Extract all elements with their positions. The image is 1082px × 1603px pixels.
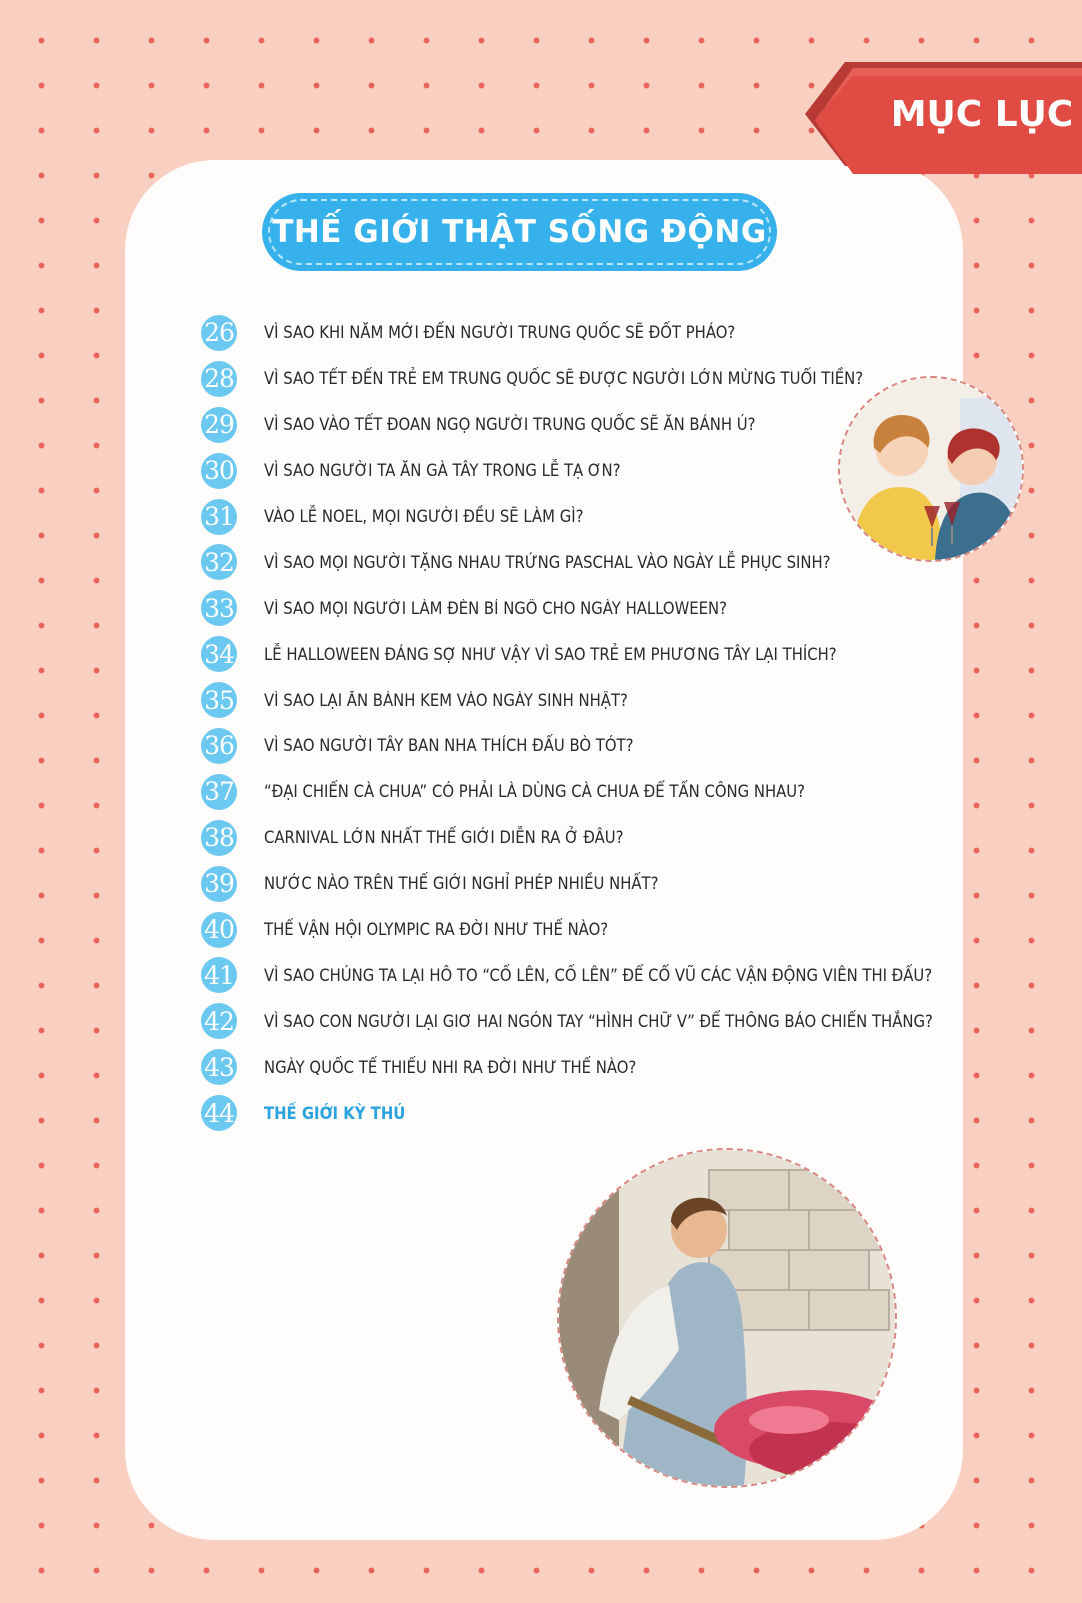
page-number-badge: 29 xyxy=(201,407,237,443)
toc-entry[interactable] xyxy=(201,723,921,769)
toc-entry-title: CARNIVAL LỚN NHẤT THẾ GIỚI DIỄN RA Ở ĐÂU? xyxy=(264,828,624,848)
toc-entry[interactable] xyxy=(201,448,921,494)
page-number-badge: 37 xyxy=(201,774,237,810)
toc-entry-next-section[interactable] xyxy=(201,1090,921,1136)
toc-entry[interactable] xyxy=(201,585,921,631)
toc-entry-title: VÌ SAO KHI NĂM MỚI ĐẾN NGƯỜI TRUNG QUỐC SẼ ĐỐT PHÁO? xyxy=(264,323,736,343)
page-number-badge: 34 xyxy=(201,636,237,672)
toc-entry-title: VÌ SAO VÀO TẾT ĐOAN NGỌ NGƯỜI TRUNG QUỐC SẼ ĂN BÁNH Ú? xyxy=(264,415,756,435)
toc-entry[interactable] xyxy=(201,861,921,907)
toc-entry[interactable] xyxy=(201,310,921,356)
toc-entry-title: VÌ SAO TẾT ĐẾN TRẺ EM TRUNG QUỐC SẼ ĐƯỢC NGƯỜI LỚN MỪNG TUỔI TIỀN? xyxy=(264,369,864,389)
toc-entry[interactable] xyxy=(201,907,921,953)
toc-entry-title: VÌ SAO CHÚNG TA LẠI HÔ TO “CỐ LÊN, CỐ LÊN” ĐỂ CỔ VŨ CÁC VẬN ĐỘNG VIÊN THI ĐẤU? xyxy=(264,965,933,985)
toc-tab xyxy=(805,62,1082,180)
toc-entry[interactable] xyxy=(201,769,921,815)
page-number-badge: 26 xyxy=(201,315,237,351)
toc-entry[interactable] xyxy=(201,494,921,540)
illustration-women-toasting xyxy=(838,376,1024,562)
page-number-badge: 40 xyxy=(201,912,237,948)
toc-entry-title: LỄ HALLOWEEN ĐÁNG SỢ NHƯ VẬY VÌ SAO TRẺ EM PHƯƠNG TÂY LẠI THÍCH? xyxy=(264,644,837,664)
page-number-badge: 35 xyxy=(201,682,237,718)
toc-entry-title: NƯỚC NÀO TRÊN THẾ GIỚI NGHỈ PHÉP NHIỀU NHẤT? xyxy=(264,874,659,894)
toc-entry[interactable] xyxy=(201,539,921,585)
page-number-badge: 31 xyxy=(201,499,237,535)
toc-entry-title: THẾ GIỚI KỲ THÚ xyxy=(264,1103,406,1123)
toc-entry[interactable] xyxy=(201,356,921,402)
toc-entry[interactable] xyxy=(201,402,921,448)
page-number-badge: 32 xyxy=(201,544,237,580)
page-number-badge: 41 xyxy=(201,957,237,993)
toc-entry[interactable] xyxy=(201,631,921,677)
toc-entry[interactable] xyxy=(201,677,921,723)
illustration-man-with-shovel xyxy=(557,1148,897,1488)
page-number-badge: 44 xyxy=(201,1095,237,1131)
page-number-badge: 42 xyxy=(201,1003,237,1039)
toc-entry-title: VÌ SAO LẠI ĂN BÁNH KEM VÀO NGÀY SINH NHẬT? xyxy=(264,690,628,710)
toc-entry-title: NGÀY QUỐC TẾ THIẾU NHI RA ĐỜI NHƯ THẾ NÀO? xyxy=(264,1057,637,1077)
tab-label: MỤC LỤC xyxy=(890,94,1074,135)
table-of-contents xyxy=(201,310,933,1136)
toc-entry-title: VÌ SAO MỌI NGƯỜI TẶNG NHAU TRỨNG PASCHAL VÀO NGÀY LỄ PHỤC SINH? xyxy=(264,552,831,572)
page-number-badge: 33 xyxy=(201,590,237,626)
page-number-badge: 30 xyxy=(201,453,237,489)
toc-entry-title: VÌ SAO CON NGƯỜI LẠI GIƠ HAI NGÓN TAY “HÌNH CHỮ V” ĐỂ THÔNG BÁO CHIẾN THẮNG? xyxy=(264,1011,933,1031)
toc-entry[interactable] xyxy=(201,952,933,998)
page-number-badge: 38 xyxy=(201,820,237,856)
section-title: THẾ GIỚI THẬT SỐNG ĐỘNG xyxy=(272,214,767,250)
toc-entry-title: VÌ SAO NGƯỜI TA ĂN GÀ TÂY TRONG LỄ TẠ ƠN? xyxy=(264,461,621,481)
toc-entry-title: THẾ VẬN HỘI OLYMPIC RA ĐỜI NHƯ THẾ NÀO? xyxy=(264,920,609,940)
page-number-badge: 39 xyxy=(201,866,237,902)
page-number-badge: 36 xyxy=(201,728,237,764)
toc-entry[interactable] xyxy=(201,998,933,1044)
toc-entry[interactable] xyxy=(201,1044,921,1090)
toc-entry-title: VÀO LỄ NOEL, MỌI NGƯỜI ĐỀU SẼ LÀM GÌ? xyxy=(264,507,584,526)
page-number-badge: 43 xyxy=(201,1049,237,1085)
section-title-pill xyxy=(262,193,777,271)
toc-entry-title: VÌ SAO NGƯỜI TÂY BAN NHA THÍCH ĐẤU BÒ TÓT? xyxy=(264,736,634,756)
toc-entry-title: “ĐẠI CHIẾN CÀ CHUA” CÓ PHẢI LÀ DÙNG CÀ CHUA ĐỂ TẤN CÔNG NHAU? xyxy=(264,782,806,802)
toc-entry-title: VÌ SAO MỌI NGƯỜI LÀM ĐÈN BÍ NGÔ CHO NGÀY HALLOWEEN? xyxy=(264,598,728,618)
toc-entry[interactable] xyxy=(201,815,921,861)
page-number-badge: 28 xyxy=(201,361,237,397)
